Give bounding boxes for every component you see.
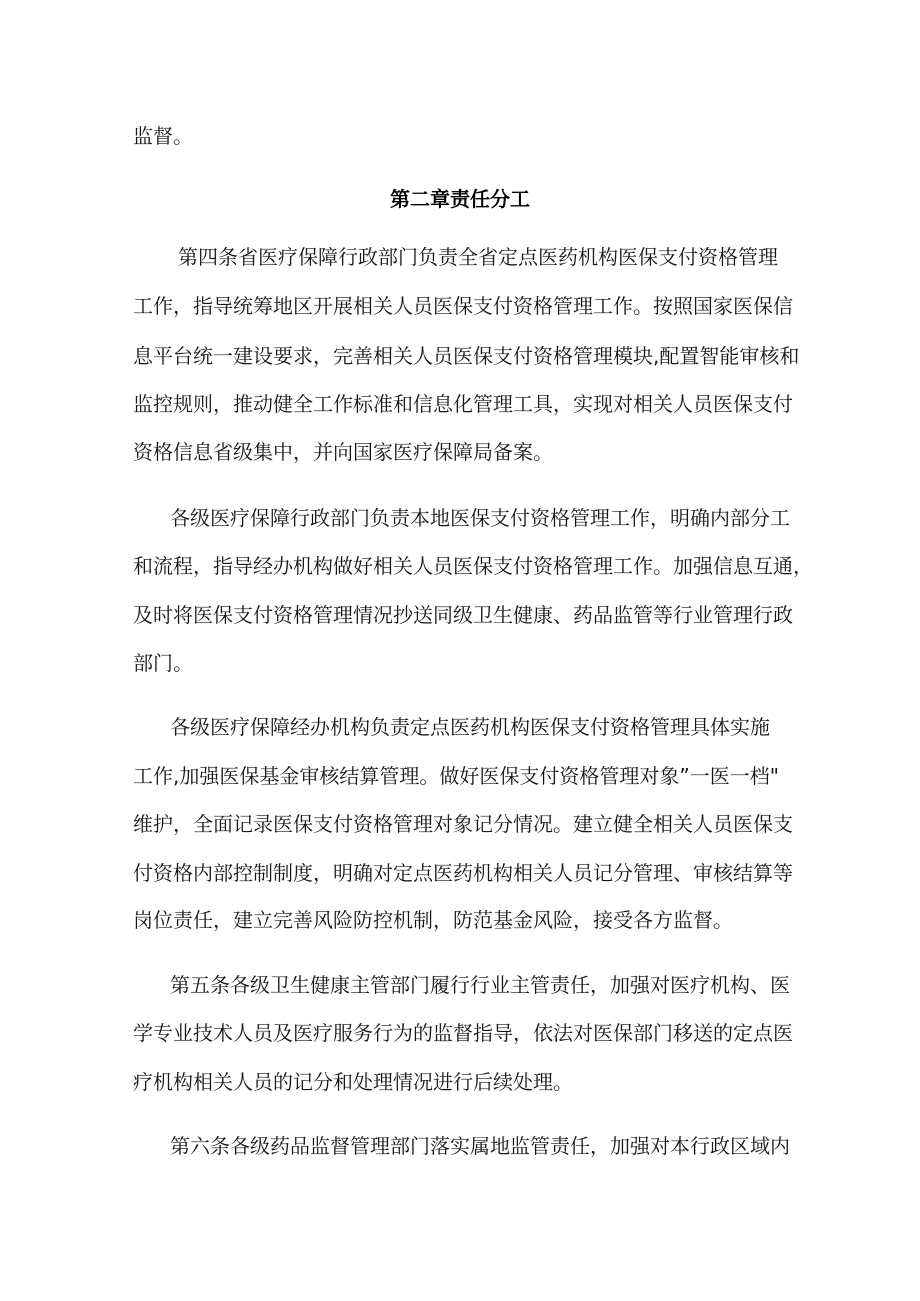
text-line-fragment: 监督。 bbox=[133, 124, 193, 148]
text-line: 各级医疗保障经办机构负责定点医药机构医保支付资格管理具体实施 bbox=[170, 715, 770, 739]
text-line: 疗机构相关人员的记分和处理情况进行后续处理。 bbox=[133, 1070, 573, 1094]
text-line: 工作，指导统筹地区开展相关人员医保支付资格管理工作。按照国家医保信 bbox=[133, 294, 793, 318]
text-line: 各级医疗保障行政部门负责本地医保支付资格管理工作，明确内部分工 bbox=[170, 506, 790, 530]
text-line: 和流程，指导经办机构做好相关人员医保支付资格管理工作。加强信息互通， bbox=[133, 554, 813, 578]
text-line: 及时将医保支付资格管理情况抄送同级卫生健康、药品监管等行业管理行政 bbox=[133, 603, 793, 627]
text-line: 第四条省医疗保障行政部门负责全省定点医药机构医保支付资格管理 bbox=[178, 245, 778, 269]
text-line: 岗位责任，建立完善风险防控机制，防范基金风险，接受各方监督。 bbox=[133, 908, 733, 932]
text-line: 工作,加强医保基金审核结算管理。做好医保支付资格管理对象”一医一档" bbox=[133, 764, 779, 788]
chapter-title: 第二章责任分工 bbox=[390, 187, 530, 211]
text-line: 部门。 bbox=[133, 651, 193, 675]
text-line: 第五条各级卫生健康主管部门履行行业主管责任，加强对医疗机构、医 bbox=[170, 973, 790, 997]
text-line: 付资格内部控制制度，明确对定点医药机构相关人员记分管理、审核结算等 bbox=[133, 861, 793, 885]
text-line: 维护，全面记录医保支付资格管理对象记分情况。建立健全相关人员医保支 bbox=[133, 812, 793, 836]
text-line: 第六条各级药品监督管理部门落实属地监管责任，加强对本行政区域内 bbox=[170, 1134, 790, 1158]
text-line: 监控规则，推动健全工作标准和信息化管理工具，实现对相关人员医保支付 bbox=[133, 392, 793, 416]
text-line: 息平台统一建设要求，完善相关人员医保支付资格管理模块,配置智能审核和 bbox=[133, 344, 800, 368]
text-line: 资格信息省级集中，并向国家医疗保障局备案。 bbox=[133, 440, 553, 464]
text-line: 学专业技术人员及医疗服务行为的监督指导，依法对医保部门移送的定点医 bbox=[133, 1021, 793, 1045]
